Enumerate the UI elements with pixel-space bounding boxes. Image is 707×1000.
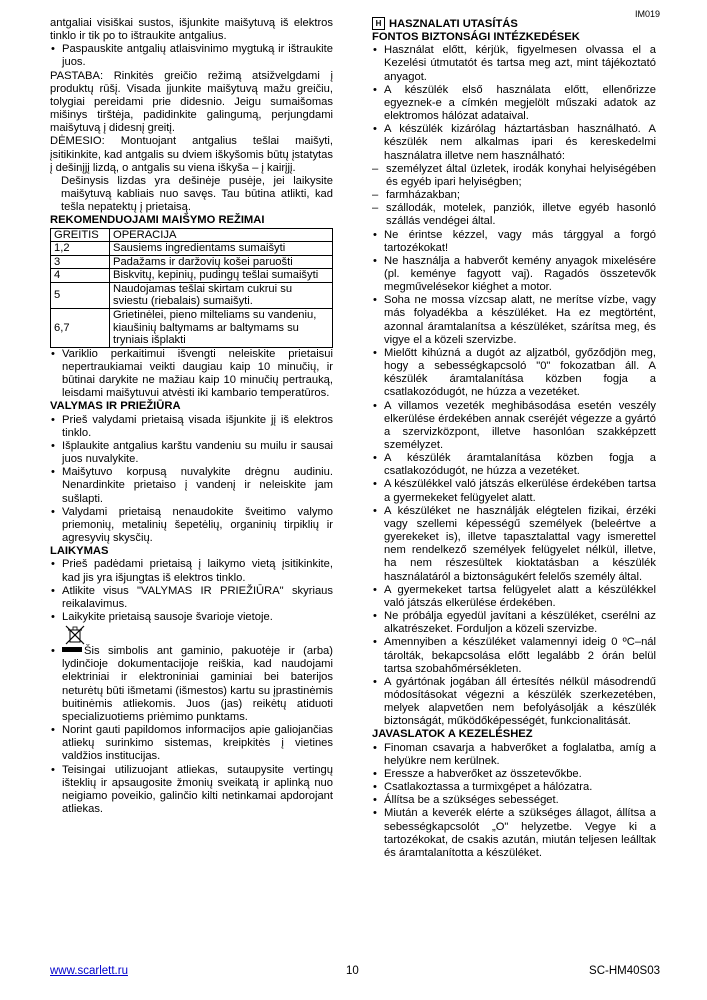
list-item: • Miután a keverék elérte a szükséges állagot, állítsa a sebességkapcsolót „O" helyzetbe. Vegye ki a tartozékokat, de csakis azután, miután teljesen leálltak és áramtalanította a készüléket.: [372, 807, 656, 860]
table-cell-speed: 1,2: [51, 242, 110, 256]
list-item: • Állítsa be a szükséges sebességet.: [372, 794, 656, 807]
list-item: • Laikykite prietaisą sausoje švarioje vietoje.: [50, 611, 333, 624]
list-item: • Teisingai utilizuojant atliekas, sutaupysite vertingų išteklių ir apsaugosite žmonių sveikatą ir aplinką nuo neigiamo poveikio, galinčio kilti netinkamai apdorojant atliekas.: [50, 764, 333, 817]
table-cell-operation: Grietinėlei, pieno milteliams su vandeniu, kiaušinių baltymams ar baltymams su tryniais išplakti: [110, 309, 333, 348]
list-item: • Paspauskite antgalių atlaisvinimo mygtuką ir ištraukite juos.: [50, 43, 333, 69]
list-item: • Išplaukite antgalius karštu vandeniu su muilu ir sausai juos nuvalykite.: [50, 440, 333, 466]
list-item: • Prieš padėdami prietaisą į laikymo vietą įsitikinkite, kad jis yra išjungtas iš elektros tinklo.: [50, 558, 333, 584]
section-heading: VALYMAS IR PRIEŽIŪRA: [50, 400, 181, 413]
list-item: • Atlikite visus "VALYMAS IR PRIEŽIŪRA" skyriaus reikalavimus.: [50, 585, 333, 611]
list-item: [50, 645, 333, 724]
list-item: • Mielőtt kihúzná a dugót az aljzatból, győződjön meg, hogy a sebességkapcsoló "0" fokozatban áll. A készülék áramtalanítása közben fogja a csatlakozódugót, ne húzza a vezetéket.: [372, 347, 656, 400]
section-heading: JAVASLATOK A KEZELÉSHEZ: [372, 728, 533, 741]
manual-title-text: HASZNALATI UTASÍTÁS: [389, 18, 518, 30]
list-item: • Ne próbálja egyedül javítani a készüléket, cserélni az alkatrészeket. Forduljon a közeli szervizbe.: [372, 610, 656, 636]
list-item: • Ne használja a habverőt kemény anyagok mixelésére (pl. keménye fagyott vaj). Ragadós összetevők megművelésekor kiéghet a motor.: [372, 255, 656, 294]
list-item: • A készülék kizárólag háztartásban használható. A készülék nem alkalmas ipari és kereskedelmi használatra illetve nem használható:: [372, 123, 656, 162]
table-cell-operation: Sausiems ingredientams sumaišyti: [110, 242, 333, 256]
list-item: • Amennyiben a készüléket valamennyi ideig 0 ºC–nál tárolták, bekapcsolása előtt legalább 2 órán belül tartsa szobahőmérsékleten.: [372, 636, 656, 675]
dash-item: – farmházakban;: [372, 189, 656, 202]
table-header-speed: GREITIS: [51, 228, 110, 242]
list-item: • A készüléket ne használják elégtelen fizikai, érzéki vagy szellemi képességű személyek (beleértve a gyerekeket is), illetve tapasztalattal vagy ismerettel nem rendelkező személyek felügyelet nélkül, illetve, ha nem részesültek kioktatásban a készülék használatáról a biztonságukért felelős személy által.: [372, 505, 656, 584]
list-item: • A gyártónak jogában áll értesítés nélkül másodrendű módosításokat végezni a készülék szerkezetében, melyek alapvetően nem befolyásolják a készülék biztonságát, működőképességét, funkcionalitását.: [372, 676, 656, 729]
table-row: [51, 255, 333, 269]
list-item: • Finoman csavarja a habverőket a foglalatba, amíg a helyükre nem kerülnek.: [372, 742, 656, 768]
list-item: • Valydami prietaisą nenaudokite šveitimo valymo priemonių, metalinių šepetėlių, organinių tirpiklių ir agresyvių skysčių.: [50, 506, 333, 545]
bin-bar-icon: [62, 647, 82, 652]
section-heading: LAIKYMAS: [50, 545, 109, 558]
list-item: • Használat előtt, kérjük, figyelmesen olvassa el a Kezelési útmutatót és tartsa meg azt, mint tájékoztató anyagot.: [372, 44, 656, 83]
table-cell-speed: 6,7: [51, 309, 110, 348]
table-cell-operation: Biskvitų, kepinių, pudingų tešlai sumaišyti: [110, 269, 333, 283]
list-item: • A készülék áramtalanítása közben fogja a csatlakozódugót, ne húzza a vezetéket.: [372, 452, 656, 478]
list-item: • A gyermekeket tartsa felügyelet alatt a készülékkel való játszás elkerülése érdekében.: [372, 584, 656, 610]
table-row: [51, 269, 333, 283]
table-row: [51, 242, 333, 256]
list-item: • A készülékkel való játszás elkerülése érdekében tartsa a gyermekeket felügyelet alatt.: [372, 478, 656, 504]
table-header-operation: OPERACIJA: [110, 228, 333, 242]
section-heading: FONTOS BIZTONSÁGI INTÉZKEDÉSEK: [372, 31, 580, 44]
table-header-row: [51, 228, 333, 242]
paragraph: Dešinysis lizdas yra dešinėje pusėje, jei laikysite maišytuvą kabliais nuo savęs. Tau būtina atlikti, kad tešla nepatektų į prietaisą.: [61, 174, 333, 214]
table-cell-operation: Padažams ir daržovių košei paruošti: [110, 255, 333, 269]
lithuanian-column: [50, 17, 333, 816]
speed-table: [50, 228, 333, 348]
dash-item: – személyzet által üzletek, irodák konyhai helyiségében és egyéb ipari helyiségben;: [372, 163, 656, 189]
list-item: • Prieš valydami prietaisą visada išjunkite jį iš elektros tinklo.: [50, 414, 333, 440]
table-cell-speed: 4: [51, 269, 110, 283]
list-item: • A készülék első használata előtt, ellenőrizze egyeznek-e a címkén megjelölt műszaki adatok az elektromos hálózat adataival.: [372, 84, 656, 123]
list-item: • Maišytuvo korpusą nuvalykite drėgnu audiniu. Nenardinkite prietaiso į vandenį ir neleiskite jam sušlapti.: [50, 466, 333, 505]
page-number: 10: [346, 965, 359, 977]
list-item-text: Šis simbolis ant gaminio, pakuotėje ir (arba) lydinčioje dokumentacijoje reiškia, kad naudojami elektriniai ir elektroniniai gaminiai bei baterijos neturėtų būti išmetami (išmestos) kartu su įprastinėmis buitinėmis atliekomis. Juos (jas) reikėtų atiduoti specializuotiems priėmimo punktams.: [62, 645, 333, 723]
warning-demesio: DĖMESIO: Montuojant antgalius tešlai maišyti, įsitikinkite, kad antgalis su dviem iškyšomis būtų įstatytas į dešinįjį lizdą, o antgalis su viena iškyša – į kairįjį.: [50, 135, 333, 174]
crossed-bin-icon: [64, 625, 86, 645]
table-cell-speed: 5: [51, 282, 110, 308]
website-link[interactable]: www.scarlett.ru: [50, 965, 128, 977]
table-row: [51, 309, 333, 348]
dash-item: – szállodák, motelek, panziók, illetve egyéb hasonló szállás vendégei által.: [372, 202, 656, 228]
list-item: • Ne érintse kézzel, vagy más tárggyal a forgó tartozékokat!: [372, 229, 656, 255]
language-badge: H: [372, 17, 385, 30]
hungarian-column: [372, 17, 656, 860]
table-title: REKOMENDUOJAMI MAIŠYMO REŽIMAI: [50, 214, 265, 227]
table-row: [51, 282, 333, 308]
manual-title: [372, 17, 656, 31]
list-item: • Variklio perkaitimui išvengti neleiskite prietaisui nepertraukiamai veikti daugiau kaip 10 minučių, ir būtinai darykite ne mažiau kaip 10 minučių pertrauką, leisdami maišytuvui atvėsti iki kambario temperatūros.: [50, 348, 333, 401]
note-pastaba: PASTABA: Rinkitės greičio režimą atsižvelgdami į produktų rūšį. Visada įjunkite maišytuvą mažu greičiu, tolygiai pereidami prie didesnio. Jeigu sumaišomas mišinys tirštėja, padidinkite galingumą, perjungdami maišytuvą į didesnį greitį.: [50, 69, 333, 135]
paragraph: antgaliai visiškai sustos, išjunkite maišytuvą iš elektros tinklo ir tik po to ištraukite antgalius.: [50, 17, 333, 43]
list-item: • Soha ne mossa vízcsap alatt, ne merítse vízbe, vagy más folyadékba a készüléket. Ha ez megtörtént, azonnal áramtalanítsa a készüléket, szárítsa meg, és vigye el a közeli szervizbe.: [372, 294, 656, 347]
document-code: IM019: [634, 9, 660, 19]
list-item: • Norint gauti papildomos informacijos apie galiojančias atliekų surinkimo sistemas, kreipkitės į vietines valdžios institucijas.: [50, 724, 333, 763]
table-cell-operation: Naudojamas tešlai skirtam cukrui su sviestu (riebalais) sumaišyti.: [110, 282, 333, 308]
list-item: • Csatlakoztassa a turmixgépet a hálózatra.: [372, 781, 656, 794]
list-item: • Eressze a habverőket az összetevőkbe.: [372, 768, 656, 781]
list-item: • A villamos vezeték meghibásodása esetén veszély elkerülése érdekében annak cseréjét végezze a gyártó a szervizközpont, illetve hasonlóan szakképzett személyzet.: [372, 400, 656, 453]
table-cell-speed: 3: [51, 255, 110, 269]
model-number: SC-HM40S03: [589, 965, 660, 977]
